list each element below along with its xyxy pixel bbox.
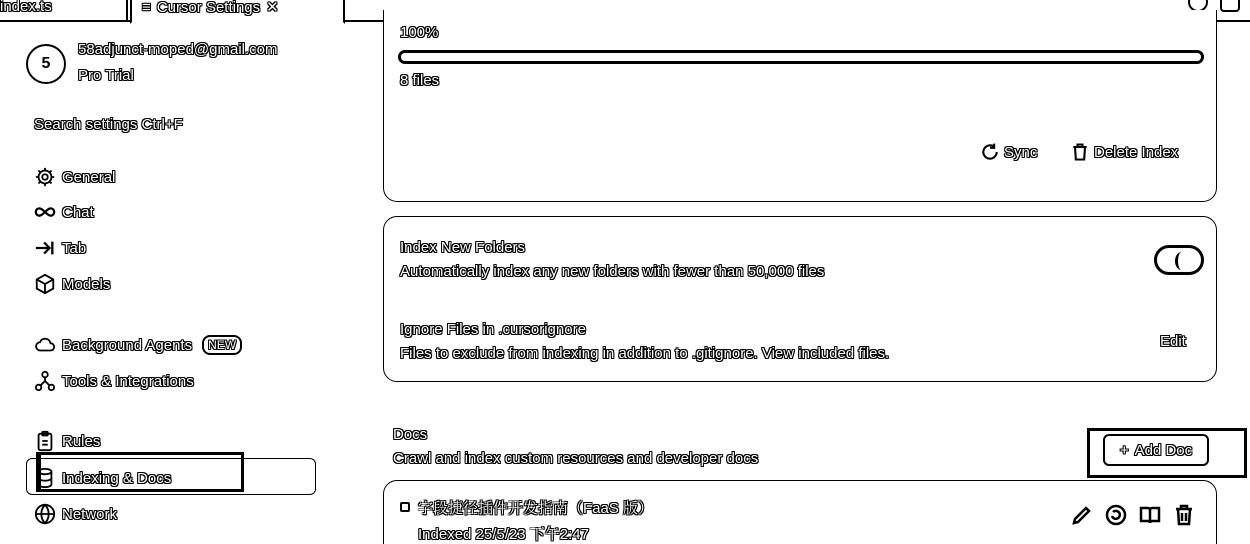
sidebar-item-chat[interactable] — [34, 199, 94, 225]
nodes-icon — [34, 370, 56, 392]
tab-arrow-icon — [34, 237, 56, 259]
delete-index-label: Delete Index — [1094, 143, 1179, 161]
tab-label: Cursor Settings — [156, 0, 261, 16]
sidebar-item-label: Indexing & Docs — [62, 469, 172, 487]
index-status-card — [383, 10, 1217, 202]
gear-icon — [34, 166, 56, 188]
pencil-icon[interactable] — [1070, 503, 1094, 527]
plus-icon: + — [1119, 441, 1129, 459]
settings-sidebar — [0, 24, 330, 544]
sidebar-item-tab[interactable] — [34, 235, 86, 261]
account-plan: Pro Trial — [78, 67, 134, 84]
split-editor-icon[interactable] — [1220, 0, 1240, 12]
index-progress-bar — [398, 50, 1204, 64]
index-file-count: 8 files — [400, 72, 440, 89]
edit-button[interactable]: Edit — [1160, 333, 1186, 350]
sidebar-item-label: Background Agents — [62, 336, 193, 354]
tab-index-ts[interactable] — [0, 0, 128, 22]
doc-actions — [1070, 503, 1196, 527]
cube-icon — [34, 273, 56, 295]
doc-item-card — [383, 480, 1217, 544]
sync-button[interactable] — [980, 142, 1037, 162]
sidebar-item-background-agents[interactable] — [34, 332, 242, 358]
sidebar-item-label: Tools & Integrations — [62, 372, 194, 390]
ignore-files-desc[interactable]: Files to exclude from indexing in addition to .gitignore. View included files. — [400, 345, 890, 362]
trash-icon — [1070, 142, 1090, 162]
refresh-icon[interactable] — [1104, 503, 1128, 527]
sync-label: Sync — [1004, 143, 1038, 161]
sidebar-item-indexing-docs[interactable] — [34, 465, 171, 491]
add-doc-button[interactable] — [1103, 434, 1209, 466]
docs-description: Crawl and index custom resources and developer docs — [393, 450, 759, 467]
docs-title: Docs — [393, 426, 428, 443]
index-new-folders-toggle[interactable] — [1154, 245, 1204, 275]
tab-cursor-settings[interactable] — [130, 0, 345, 24]
doc-status-dot — [400, 502, 410, 512]
index-progress-fill — [401, 53, 1201, 61]
database-icon — [34, 467, 56, 489]
book-icon[interactable] — [1138, 503, 1162, 527]
add-doc-label: Add Doc — [1134, 441, 1193, 459]
sidebar-item-general[interactable] — [34, 164, 115, 190]
infinity-icon — [34, 201, 56, 223]
ignore-files-title: Ignore Files in .cursorignore — [400, 321, 586, 338]
sidebar-item-label: Models — [62, 275, 111, 293]
doc-indexed-time: Indexed 25/5/23 下午2:47 — [418, 526, 589, 543]
sidebar-item-models[interactable] — [34, 271, 110, 297]
sidebar-item-network[interactable] — [34, 501, 117, 527]
search-settings[interactable]: Search settings Ctrl+F — [34, 116, 183, 133]
refresh-icon — [980, 142, 1000, 162]
index-settings-card — [383, 216, 1217, 382]
index-new-folders-desc: Automatically index any new folders with fewer than 50,000 files — [400, 263, 825, 280]
avatar[interactable]: 5 — [26, 44, 66, 84]
sidebar-item-label: Tab — [62, 239, 87, 257]
delete-index-button[interactable] — [1070, 142, 1178, 162]
sidebar-item-label: Rules — [62, 432, 101, 450]
new-badge: NEW — [202, 335, 242, 355]
cloud-icon — [34, 334, 56, 356]
doc-name: 字段捷径插件开发指南（FaaS 版） — [418, 500, 654, 517]
sidebar-item-label: Network — [62, 505, 118, 523]
account-email: 58adjunct-moped@gmail.com — [78, 41, 278, 58]
clipboard-icon — [34, 430, 56, 452]
sidebar-item-label: Chat — [62, 203, 94, 221]
globe-icon — [34, 503, 56, 525]
sidebar-item-rules[interactable] — [34, 428, 100, 454]
settings-tab-icon: ≡ — [142, 0, 151, 16]
index-percent: 100% — [400, 24, 439, 41]
sidebar-item-label: General — [62, 168, 116, 186]
index-new-folders-title: Index New Folders — [400, 239, 526, 256]
trash-icon[interactable] — [1172, 503, 1196, 527]
sidebar-item-tools[interactable] — [34, 368, 194, 394]
close-icon[interactable]: ✕ — [266, 0, 279, 16]
tab-label: index.ts — [0, 0, 52, 15]
